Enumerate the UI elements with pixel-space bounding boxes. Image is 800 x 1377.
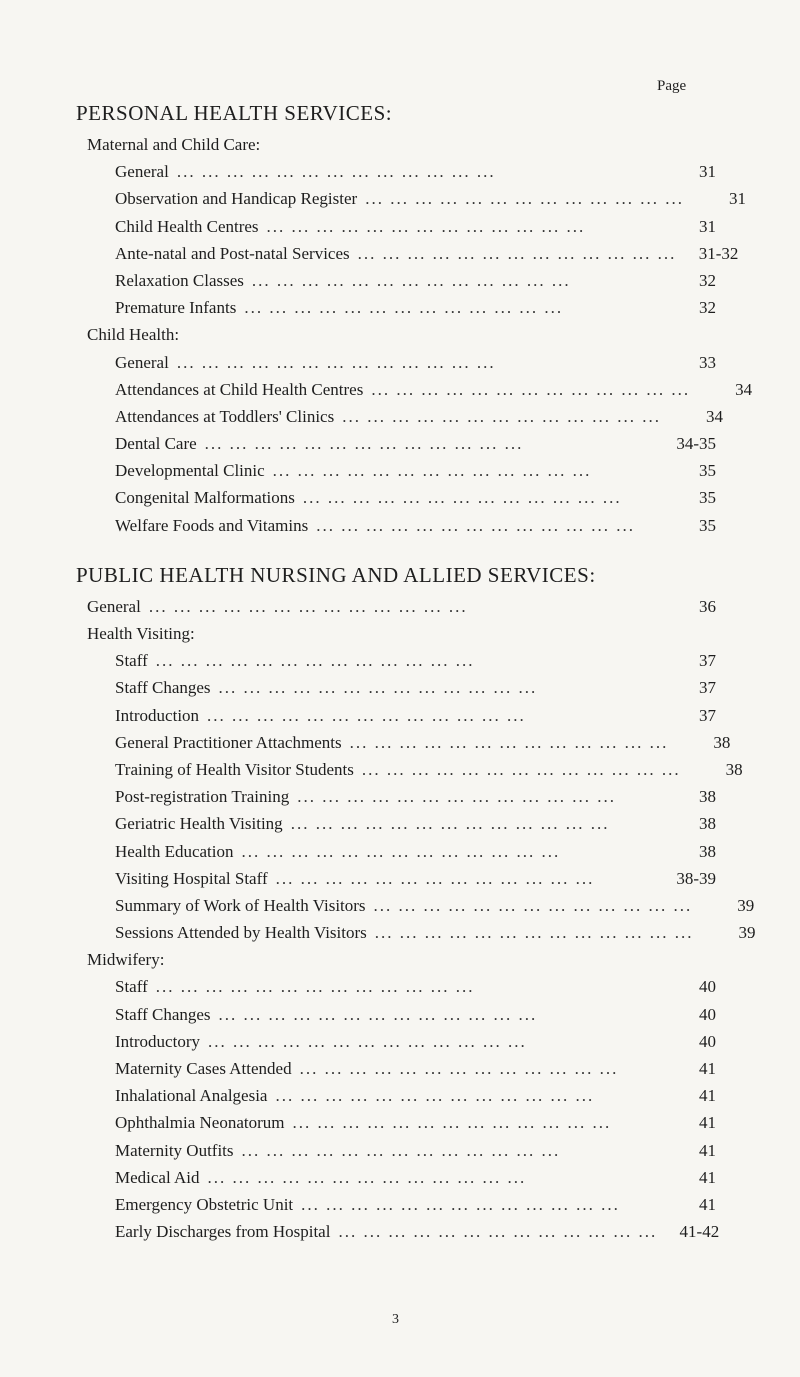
page-ref: 40 <box>699 1004 716 1024</box>
entry-label: Developmental Clinic <box>115 461 265 481</box>
page-ref: 31 <box>728 189 746 209</box>
toc-entry <box>76 702 716 729</box>
group-title: Midwifery: <box>87 950 165 970</box>
page-ref: 41 <box>699 1086 716 1106</box>
entry-label: Inhalational Analgesia <box>115 1086 268 1106</box>
toc-entry <box>76 1028 716 1055</box>
page-ref: 34 <box>735 379 753 399</box>
page-ref: 37 <box>699 705 716 725</box>
group-title: General <box>87 596 141 616</box>
toc-entry <box>76 1055 716 1082</box>
leader-dots: ... ... ... ... ... ... ... ... ... ... ... ... ... <box>349 732 669 752</box>
page-ref: 31 <box>699 162 716 182</box>
group-title: Child Health: <box>87 325 180 345</box>
toc-entry <box>76 213 716 240</box>
page-ref: 37 <box>699 651 716 671</box>
entry-label: Dental Care <box>115 434 197 454</box>
entry-label: Geriatric Health Visiting <box>115 814 283 834</box>
toc-entry <box>76 973 716 1000</box>
leader-dots: ... ... ... ... ... ... ... ... ... ... ... ... ... <box>218 678 538 698</box>
page-ref: 35 <box>699 488 716 508</box>
page-ref: 31 <box>699 216 716 236</box>
leader-dots: ... ... ... ... ... ... ... ... ... ... ... ... ... <box>301 1194 620 1214</box>
entry-label: Early Discharges from Hospital <box>115 1222 331 1242</box>
leader-dots: ... ... ... ... ... ... ... ... ... ... ... ... ... <box>342 406 661 426</box>
page-ref: 32 <box>699 270 716 290</box>
page-ref: 35 <box>699 515 716 535</box>
leader-dots: ... ... ... ... ... ... ... ... ... ... ... ... ... <box>371 379 691 399</box>
page-ref: 35 <box>699 461 716 481</box>
toc-entry <box>76 1191 716 1218</box>
page-number: 3 <box>392 1312 399 1327</box>
page-ref: 39 <box>737 895 755 915</box>
page-ref: 41 <box>699 1167 716 1187</box>
entry-label: Visiting Hospital Staff <box>115 868 268 888</box>
leader-dots: ... ... ... ... ... ... ... ... ... ... ... ... ... <box>148 596 468 616</box>
toc-entry <box>76 756 743 783</box>
leader-dots: ... ... ... ... ... ... ... ... ... ... ... ... ... <box>244 298 564 318</box>
page-ref: 41 <box>699 1059 716 1078</box>
page-ref: 34 <box>705 406 723 426</box>
page-ref: 40 <box>699 1031 716 1051</box>
entry-label: Training of Health Visitor Students <box>115 759 354 779</box>
entry-label: Sessions Attended by Health Visitors <box>115 923 367 943</box>
toc-entry <box>76 430 716 457</box>
leader-dots: ... ... ... ... ... ... ... ... ... ... ... ... ... <box>155 977 475 997</box>
entry-label: Health Education <box>115 841 234 861</box>
entry-label: Welfare Foods and Vitamins <box>115 515 309 535</box>
toc-entry <box>76 457 716 484</box>
leader-dots: ... ... ... ... ... ... ... ... ... ... ... ... ... <box>241 841 561 861</box>
leader-dots: ... ... ... ... ... ... ... ... ... ... ... ... ... <box>373 895 693 915</box>
leader-dots: ... ... ... ... ... ... ... ... ... ... ... ... ... <box>266 216 586 236</box>
leader-dots: ... ... ... ... ... ... ... ... ... ... ... ... ... <box>176 352 496 372</box>
toc-entry <box>76 919 756 946</box>
leader-dots: ... ... ... ... ... ... ... ... ... ... ... ... ... <box>357 243 677 263</box>
toc-entry <box>76 267 716 294</box>
page-ref: 38-39 <box>676 868 716 888</box>
toc-entry <box>76 1218 720 1245</box>
page-ref: 32 <box>699 298 716 318</box>
entry-label: Child Health Centres <box>115 216 259 236</box>
toc-entry <box>76 783 716 810</box>
entry-label: Staff Changes <box>115 1004 211 1024</box>
leader-dots: ... ... ... ... ... ... ... ... ... ... ... ... ... <box>272 461 592 481</box>
toc-entry <box>76 376 753 403</box>
leader-dots: ... ... ... ... ... ... ... ... ... ... ... ... ... <box>275 868 595 888</box>
page-ref: 41 <box>699 1194 716 1214</box>
page-ref: 38 <box>699 814 716 834</box>
page-column-label: Page <box>657 78 687 94</box>
page-ref: 38 <box>713 732 731 752</box>
entry-label: General Practitioner Attachments <box>115 732 342 752</box>
leader-dots: ... ... ... ... ... ... ... ... ... ... ... ... ... <box>275 1086 595 1106</box>
page-ref: 38 <box>699 841 716 861</box>
leader-dots: ... ... ... ... ... ... ... ... ... ... ... ... ... <box>207 705 526 725</box>
page-ref: 39 <box>738 923 756 943</box>
entry-label: Relaxation Classes <box>115 270 244 290</box>
entry-label: Summary of Work of Health Visitors <box>115 895 366 915</box>
entry-label: Post-registration Training <box>115 787 290 807</box>
leader-dots: ... ... ... ... ... ... ... ... ... ... ... ... ... <box>207 1031 527 1051</box>
entry-label: Staff Changes <box>115 678 211 698</box>
page-ref: 37 <box>699 678 716 698</box>
page-ref: 41 <box>699 1113 716 1133</box>
page-ref: 36 <box>699 596 716 616</box>
entry-label: Ante-natal and Post-natal Services <box>115 243 350 263</box>
toc-entry <box>76 674 716 701</box>
leader-dots: ... ... ... ... ... ... ... ... ... ... ... ... ... <box>299 1059 619 1078</box>
section-title: PUBLIC HEALTH NURSING AND ALLIED SERVICES: <box>76 562 596 587</box>
toc-entry <box>76 185 746 212</box>
toc-entry <box>76 729 731 756</box>
entry-label: Attendances at Toddlers' Clinics <box>115 406 335 426</box>
toc-entry <box>76 349 716 376</box>
entry-label: Medical Aid <box>115 1167 200 1187</box>
entry-label: General <box>115 162 169 182</box>
leader-dots: ... ... ... ... ... ... ... ... ... ... ... ... ... <box>292 1113 612 1133</box>
leader-dots: ... ... ... ... ... ... ... ... ... ... ... ... ... <box>218 1004 538 1024</box>
toc-group-entry <box>76 593 716 620</box>
toc-entry <box>76 838 716 865</box>
toc-entry <box>76 1082 716 1109</box>
toc-entry <box>76 158 716 185</box>
entry-label: Congenital Malformations <box>115 488 295 508</box>
entry-label: Premature Infants <box>115 298 237 318</box>
toc-entry <box>76 865 716 892</box>
section-title: PERSONAL HEALTH SERVICES: <box>76 101 393 125</box>
entry-label: Staff <box>115 977 148 997</box>
leader-dots: ... ... ... ... ... ... ... ... ... ... ... ... ... <box>241 1140 561 1160</box>
toc-entry <box>76 892 755 919</box>
entry-label: Maternity Outfits <box>115 1140 234 1160</box>
page-ref: 41 <box>699 1140 716 1160</box>
toc-entry <box>76 294 716 321</box>
page-ref: 31-32 <box>698 243 739 263</box>
leader-dots: ... ... ... ... ... ... ... ... ... ... ... ... ... <box>290 814 610 834</box>
table-of-contents <box>76 95 756 1245</box>
entry-label: Ophthalmia Neonatorum <box>115 1113 285 1133</box>
page-ref: 41-42 <box>679 1222 720 1242</box>
page-ref: 33 <box>699 352 716 372</box>
toc-entry <box>76 512 716 539</box>
toc-entry <box>76 1001 716 1028</box>
leader-dots: ... ... ... ... ... ... ... ... ... ... ... ... ... <box>155 651 475 671</box>
entry-label: General <box>115 352 169 372</box>
group-title: Health Visiting: <box>87 624 195 643</box>
entry-label: Introductory <box>115 1031 200 1051</box>
entry-label: Emergency Obstetric Unit <box>115 1194 294 1214</box>
page-ref: 40 <box>699 977 716 997</box>
page-ref: 38 <box>699 787 716 807</box>
leader-dots: ... ... ... ... ... ... ... ... ... ... ... ... ... <box>302 488 622 508</box>
entry-label: Introduction <box>115 705 200 725</box>
entry-label: Staff <box>115 651 148 671</box>
toc-entry <box>76 1137 716 1164</box>
leader-dots: ... ... ... ... ... ... ... ... ... ... ... ... ... <box>251 270 571 290</box>
toc-entry <box>76 240 739 267</box>
group-title: Maternal and Child Care: <box>87 135 261 154</box>
page-ref: 38 <box>725 759 743 779</box>
toc-entry <box>76 484 716 511</box>
leader-dots: ... ... ... ... ... ... ... ... ... ... ... ... ... <box>316 515 635 535</box>
leader-dots: ... ... ... ... ... ... ... ... ... ... ... ... ... <box>365 189 684 209</box>
leader-dots: ... ... ... ... ... ... ... ... ... ... ... ... ... <box>361 759 681 779</box>
toc-entry <box>76 810 716 837</box>
leader-dots: ... ... ... ... ... ... ... ... ... ... ... ... ... <box>297 787 617 807</box>
leader-dots: ... ... ... ... ... ... ... ... ... ... ... ... ... <box>176 162 496 182</box>
leader-dots: ... ... ... ... ... ... ... ... ... ... ... ... ... <box>207 1167 527 1187</box>
toc-entry <box>76 403 723 430</box>
leader-dots: ... ... ... ... ... ... ... ... ... ... ... ... ... <box>338 1222 658 1242</box>
entry-label: Observation and Handicap Register <box>115 189 358 209</box>
leader-dots: ... ... ... ... ... ... ... ... ... ... ... ... ... <box>374 923 694 943</box>
toc-entry <box>76 1109 716 1136</box>
page-ref: 34-35 <box>676 434 716 454</box>
entry-label: Maternity Cases Attended <box>115 1059 292 1078</box>
entry-label: Attendances at Child Health Centres <box>115 379 364 399</box>
toc-entry <box>76 647 716 674</box>
toc-entry <box>76 1164 716 1191</box>
leader-dots: ... ... ... ... ... ... ... ... ... ... ... ... ... <box>204 434 524 454</box>
